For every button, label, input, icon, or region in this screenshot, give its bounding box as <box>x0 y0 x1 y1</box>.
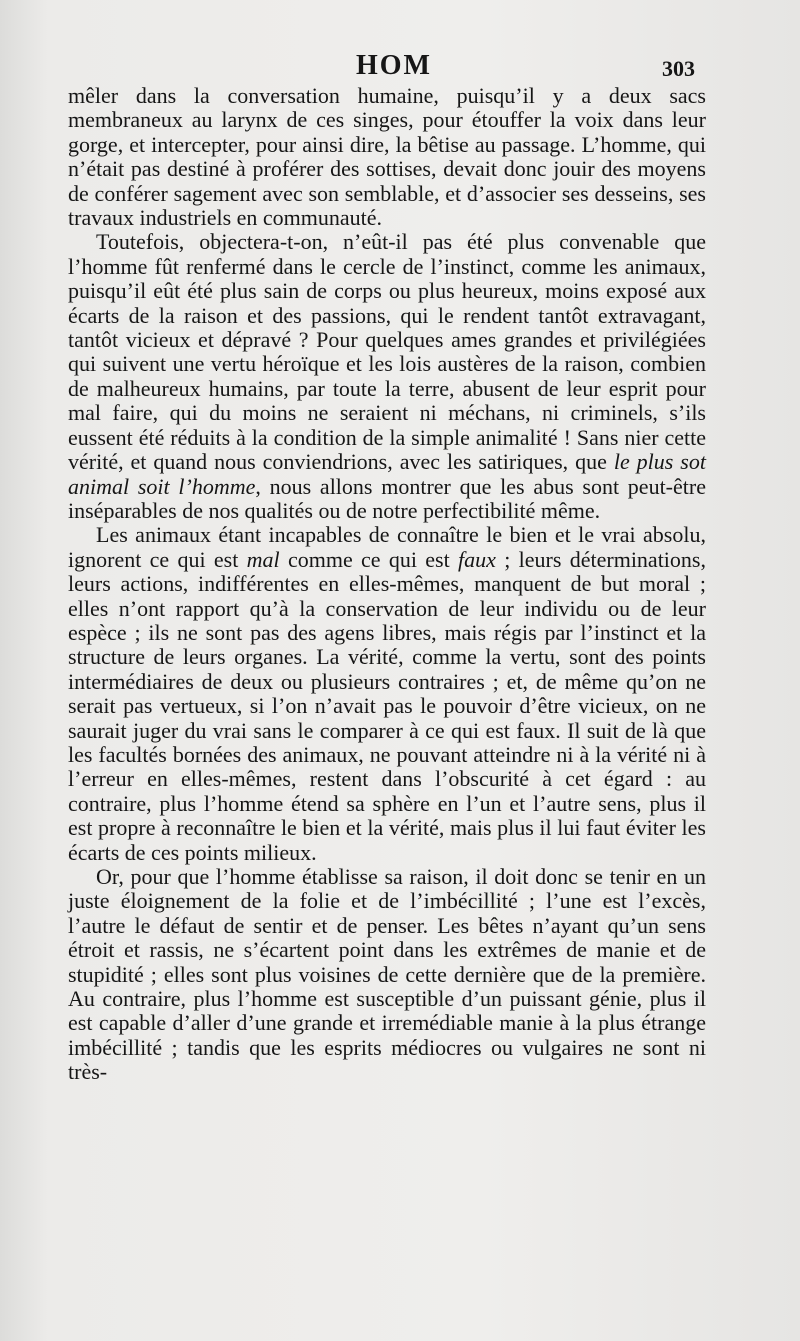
paragraph-text: Les animaux étant incapables de connaître le bien et le vrai absolu, ignorent ce qui est <box>68 522 706 572</box>
paragraph-text: Toutefois, objectera-t-on, n’eût-il pas été plus convenable que l’homme fût renfermé dans le cercle de l’instinct, comme les animaux, puisqu’il eût été plus sain de corps ou plus heureux, moins exposé aux écarts de la raison et des passions, qui le rendent tantôt extravagant, tantôt vicieux et dépravé ? Pour quelques ames grandes et privilégiées qui suivent une vertu héroïque et les lois austères de la raison, combien de malheureux humains, par toute la terre, abusent de leur esprit pour mal faire, qui du moins ne seraient ni méchans, ni criminels, s’ils eussent été réduits à la condition de la simple animalité ! Sans nier cette vérité, et quand nous conviendrions, avec les satiriques, que <box>68 229 706 475</box>
paragraph-text: ; leurs déterminations, leurs actions, indifférentes en elles-mêmes, manquent de but moral ; elles n’ont rapport qu’à la conservation de leur individu ou de leur espèce ; ils ne sont pas des agens libres, mais régis par l’instinct et la structure de leurs organes. La vérité, comme la vertu, sont des points intermédiaires de deux ou plusieurs contraires ; et, de même qu’on ne serait pas vertueux, si l’on n’avait pas le pouvoir d’être vicieux, on ne saurait juger du vrai sans le comparer à ce qui est faux. Il suit de là que les facultés bornées des animaux, ne pouvant atteindre ni à la vérité ni à l’erreur en elles-mêmes, restent dans l’obscurité à cet égard : au contraire, plus l’homme étend sa sphère en l’un et l’autre sens, plus il est propre à reconnaître le bien et la vérité, mais plus il lui faut éviter les écarts de ces points milieux. <box>68 546 706 865</box>
paragraph <box>68 84 706 230</box>
paragraph-text: , nous allons montrer que les abus sont peut-être inséparables de nos qualités ou de notre perfectibilité même. <box>68 473 706 523</box>
body-text <box>68 84 706 1085</box>
running-title: HOM <box>356 50 432 81</box>
italic-text: le plus sot animal soit l’homme <box>68 449 706 499</box>
paragraph <box>68 865 706 1085</box>
paragraph <box>68 523 706 865</box>
italic-text: faux <box>458 546 496 572</box>
paragraph-text: Or, pour que l’homme établisse sa raison, il doit donc se tenir en un juste éloignement de la folie et de l’imbécillité ; l’une est l’excès, l’autre le défaut de sentir et de penser. Les bêtes n’ayant qu’un sens étroit et rassis, ne s’écartent point dans les extrêmes de manie et de stupidité ; elles sont plus voisines de cette dernière que de la première. Au contraire, plus l’homme est susceptible d’un puissant génie, plus il est capable d’aller d’une grande et irremédiable manie à la plus étrange imbécillité ; tandis que les esprits médiocres ou vulgaires ne sont ni très- <box>68 864 706 1085</box>
page-number: 303 <box>662 56 695 81</box>
italic-text: mal <box>246 546 280 572</box>
paragraph <box>68 230 706 523</box>
paragraph-text: mêler dans la conversation humaine, puisqu’il y a deux sacs membraneux au larynx de ces singes, pour étouffer la voix dans leur gorge, et intercepter, pour ainsi dire, la bêtise au passage. L’homme, qui n’était pas destiné à proférer des sottises, devait donc jouir des moyens de conférer sagement avec son semblable, et d’associer ses desseins, ses travaux industriels en communauté. <box>68 83 706 231</box>
paragraph-text: comme ce qui est <box>279 546 459 572</box>
